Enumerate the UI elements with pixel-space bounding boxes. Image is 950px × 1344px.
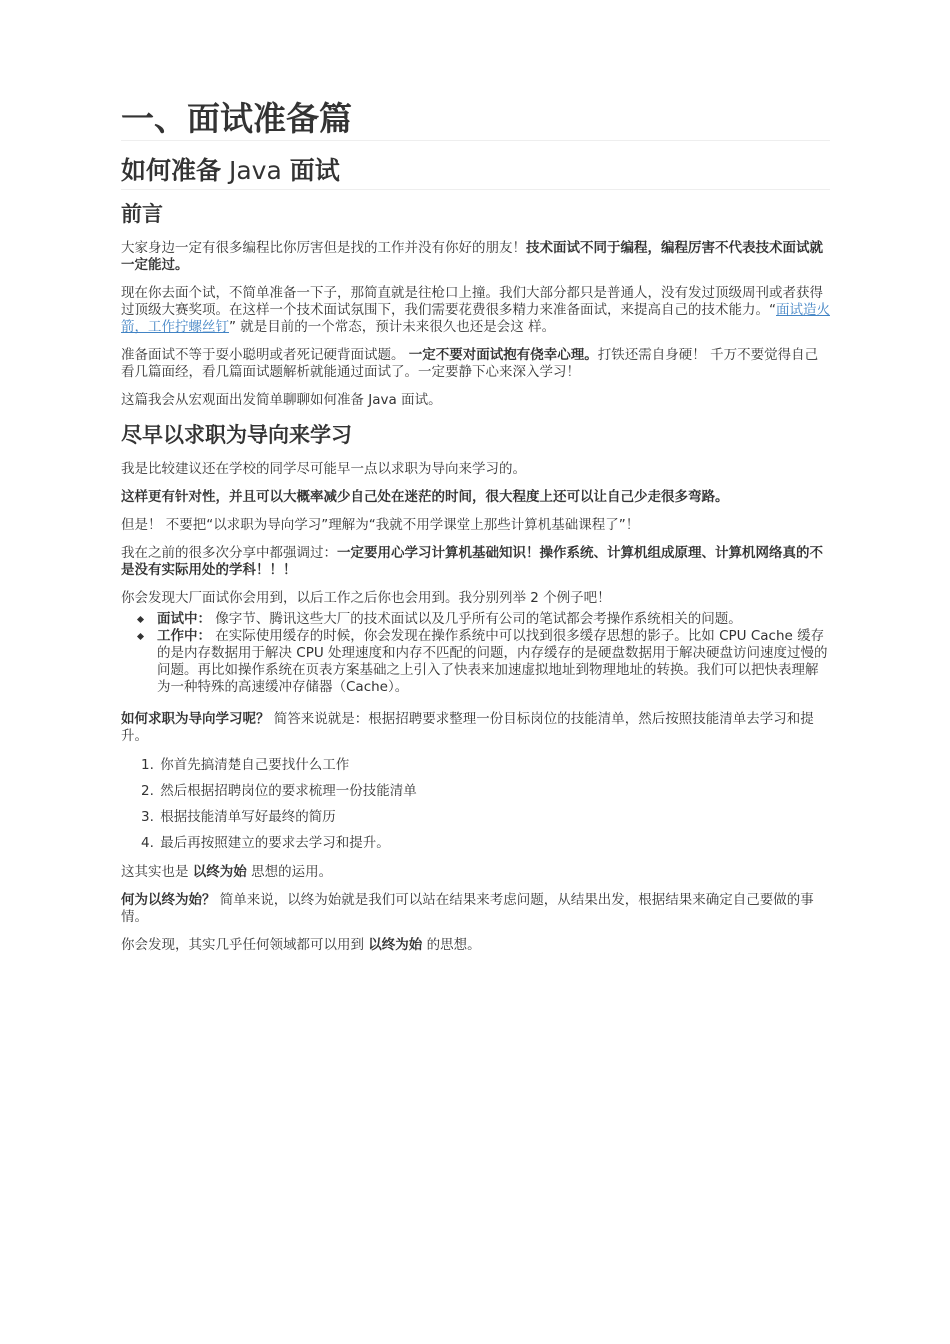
preface-p1-bold: 技术面试不同于编程，编程厉害不代表技术面试就一定能过。 bbox=[121, 240, 823, 273]
job-p6-text: 简答来说就是：根据招聘要求整理一份目标岗位的技能清单，然后按照技能清单去学习和提升。 bbox=[121, 711, 814, 744]
job-paragraph-5: 你会发现大厂面试你会用到，以后工作之后你也会用到。我分别列举 2 个例子吧！ bbox=[121, 590, 611, 606]
article-title-prefix: 如何准备 bbox=[121, 156, 222, 185]
step-number: 4. bbox=[141, 835, 154, 851]
preface-p3-text-b: 打铁还需自身硬！ 千万不要觉得自己看几篇面经，看几篇面试题解析就能通过面试了。一定要静下心来深入学习！ bbox=[121, 347, 819, 380]
list-item bbox=[141, 835, 830, 852]
job-paragraph-2 bbox=[121, 489, 830, 506]
article-title-suffix: 面试 bbox=[289, 156, 340, 185]
bullet-diamond-icon bbox=[137, 616, 144, 623]
job-p4-text: 我在之前的很多次分享中都强调过： bbox=[121, 545, 337, 561]
bullet-label: 面试中： bbox=[157, 611, 211, 627]
list-item bbox=[141, 809, 830, 826]
job-p8-bold: 何为以终为始？ bbox=[121, 892, 216, 908]
steps-ordered-list bbox=[121, 757, 830, 852]
job-p2-bold: 这样更有针对性，并且可以大概率减少自己处在迷茫的时间，很大程度上还可以让自己少走很多弯路。 bbox=[121, 489, 729, 505]
job-p9-text-a: 你会发现，其实几乎任何领域都可以用到 bbox=[121, 937, 369, 953]
list-item bbox=[157, 611, 830, 628]
job-paragraph-1: 我是比较建议还在学校的同学尽可能早一点以求职为导向来学习的。 bbox=[121, 461, 526, 477]
section-heading-job-oriented: 尽早以求职为导向来学习 bbox=[121, 423, 352, 447]
example-bullet-list bbox=[121, 611, 830, 696]
step-text: 然后根据招聘岗位的要求梳理一份技能清单 bbox=[160, 783, 417, 799]
job-paragraph-3: 但是！ 不要把“以求职为导向学习”理解为“我就不用学课堂上那些计算机基础课程了”！ bbox=[121, 517, 640, 533]
job-paragraph-6 bbox=[121, 711, 830, 745]
job-paragraph-7 bbox=[121, 864, 830, 881]
page-title: 一、面试准备篇 bbox=[121, 98, 830, 141]
article-title-java: Java bbox=[221, 156, 290, 185]
step-number: 1. bbox=[141, 757, 154, 773]
step-text: 你首先搞清楚自己要找什么工作 bbox=[160, 757, 350, 773]
step-number: 2. bbox=[141, 783, 154, 799]
job-paragraph-4 bbox=[121, 545, 830, 579]
job-p9-text-b: 的思想。 bbox=[422, 937, 481, 953]
step-number: 3. bbox=[141, 809, 154, 825]
interview-rocket-link[interactable]: 面试造火箭，工作拧螺丝钉 bbox=[121, 302, 830, 335]
preface-p1-text: 大家身边一定有很多编程比你厉害但是找的工作并没有你好的朋友！ bbox=[121, 240, 526, 256]
preface-p2-text-b: ” 就是目前的一个常态，预计未来很久也还是会这 样。 bbox=[229, 319, 556, 335]
job-p8-text: 简单来说，以终为始就是我们可以站在结果来考虑问题，从结果出发，根据结果来确定自己要做的事情。 bbox=[121, 892, 814, 925]
step-text: 根据技能清单写好最终的简历 bbox=[160, 809, 336, 825]
preface-p2-text-a: 现在你去面个试，不简单准备一下子，那简直就是往枪口上撞。我们大部分都只是普通人，没有发过顶级周刊或者获得过顶级大赛奖项。在这样一个技术面试氛围下，我们需要花费很多精力来准备面试，来提高自己的技术能力。“ bbox=[121, 285, 823, 318]
document-page bbox=[121, 98, 830, 954]
bullet-text: 在实际使用缓存的时候，你会发现在操作系统中可以找到很多缓存思想的影子。比如 CPU Cache 缓存的是内存数据用于解决 CPU 处理速度和内存不匹配的问题，内存缓存的是硬盘数据用于解决硬盘访问速度过慢的问题。再比如操作系统在页表方案基础之上引入了快表来加速虚拟地址到物理地址的转换。我们可以把快表理解为一种特殊的高速缓冲存储器（Cache）。 bbox=[157, 628, 828, 695]
preface-p3-text-a: 准备面试不等于耍小聪明或者死记硬背面试题。 bbox=[121, 347, 409, 363]
bullet-diamond-icon bbox=[137, 633, 144, 640]
job-p4-bold: 一定要用心学习计算机基础知识！操作系统、计算机组成原理、计算机网络真的不是没有实际用处的学科！！！ bbox=[121, 545, 823, 578]
section-heading-preface: 前言 bbox=[121, 202, 163, 226]
step-text: 最后再按照建立的要求去学习和提升。 bbox=[160, 835, 390, 851]
list-item bbox=[157, 628, 830, 696]
job-paragraph-9 bbox=[121, 937, 830, 954]
preface-paragraph-2 bbox=[121, 285, 830, 336]
job-paragraph-8 bbox=[121, 892, 830, 926]
list-item bbox=[141, 783, 830, 800]
preface-paragraph-3 bbox=[121, 347, 830, 381]
job-p6-bold: 如何求职为导向学习呢？ bbox=[121, 711, 270, 727]
list-item bbox=[141, 757, 830, 774]
job-p9-bold: 以终为始 bbox=[368, 937, 423, 953]
job-p7-text-b: 思想的运用。 bbox=[246, 864, 333, 880]
bullet-label: 工作中： bbox=[157, 628, 211, 644]
preface-paragraph-4: 这篇我会从宏观面出发简单聊聊如何准备 Java 面试。 bbox=[121, 392, 442, 408]
job-p7-bold: 以终为始 bbox=[192, 864, 247, 880]
preface-p3-bold: 一定不要对面试抱有侥幸心理。 bbox=[408, 347, 598, 363]
preface-paragraph-1 bbox=[121, 240, 830, 274]
bullet-text: 像字节、腾讯这些大厂的技术面试以及几乎所有公司的笔试都会考操作系统相关的问题。 bbox=[211, 611, 742, 627]
article-title bbox=[121, 153, 830, 190]
job-p7-text-a: 这其实也是 bbox=[121, 864, 193, 880]
